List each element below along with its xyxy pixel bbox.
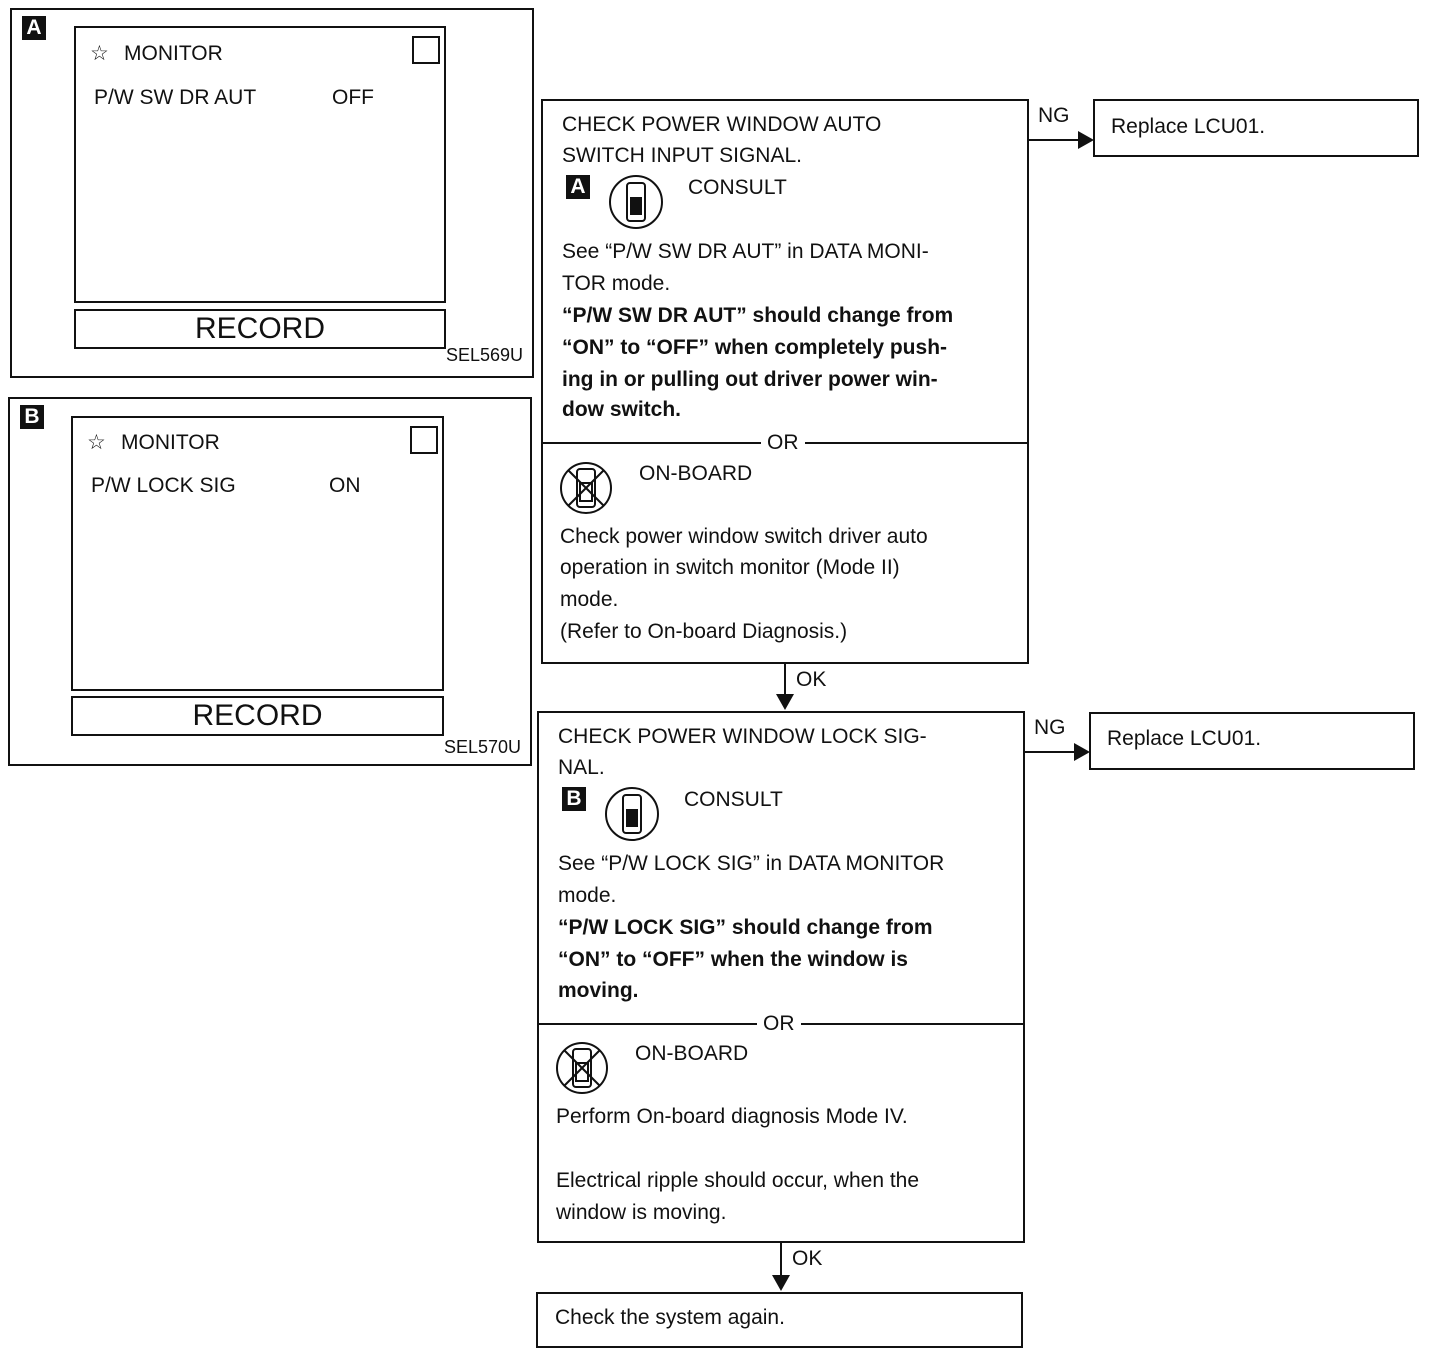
step1-title-line1: CHECK POWER WINDOW AUTO — [562, 113, 882, 136]
screen-a-badge: A — [22, 16, 46, 40]
step2-ng-arrowhead — [1074, 743, 1090, 761]
step1-or-label: OR — [761, 431, 805, 455]
step1-bold-line4: dow switch. — [562, 398, 682, 421]
step1-bold-line1: “P/W SW DR AUT” should change from — [562, 304, 954, 327]
star-icon: ☆ — [90, 42, 109, 65]
step1-check-line4: (Refer to On-board Diagnosis.) — [560, 620, 848, 643]
screen-a-item-value: OFF — [332, 86, 374, 109]
step1-ng-result: Replace LCU01. — [1111, 115, 1266, 138]
no-tester-icon — [555, 1041, 609, 1095]
step2-bold-line2: “ON” to “OFF” when the window is — [558, 948, 908, 971]
step2-ok-arrow — [780, 1243, 782, 1277]
step2-ripple-line2: window is moving. — [556, 1201, 727, 1224]
step1-ng-label: NG — [1038, 104, 1070, 127]
screen-b-item-value: ON — [329, 474, 361, 497]
final-text: Check the system again. — [555, 1306, 785, 1329]
consult-screen-a — [10, 8, 534, 378]
step1-ok-arrow — [784, 664, 786, 698]
step1-check-line3: mode. — [560, 588, 619, 611]
step1-ok-arrowhead — [776, 694, 794, 710]
final-box — [536, 1292, 1023, 1348]
screen-b-record-button[interactable]: RECORD — [71, 696, 444, 736]
step2-ripple-line1: Electrical ripple should occur, when the — [556, 1169, 920, 1192]
step2-ng-result-box — [1089, 712, 1415, 770]
step2-ng-arrow — [1025, 751, 1077, 753]
step2-ok-label: OK — [792, 1247, 823, 1270]
no-tester-icon — [559, 461, 613, 515]
step1-bold-line3: ing in or pulling out driver power win- — [562, 368, 938, 391]
step2-onboard-label: ON-BOARD — [635, 1042, 749, 1065]
star-icon: ☆ — [87, 431, 106, 454]
step1-ng-arrowhead — [1078, 131, 1094, 149]
step1-title-line2: SWITCH INPUT SIGNAL. — [562, 144, 802, 167]
step1-ok-label: OK — [796, 668, 827, 691]
step2-consult-label: CONSULT — [684, 788, 783, 811]
screen-a-record-button[interactable]: RECORD — [74, 309, 446, 349]
screen-b-item-label: P/W LOCK SIG — [91, 474, 236, 497]
step2-ng-label: NG — [1034, 716, 1066, 739]
step2-ng-result: Replace LCU01. — [1107, 727, 1262, 750]
checkbox-icon — [410, 426, 438, 454]
step2-title-line2: NAL. — [558, 756, 605, 779]
step1-ng-arrow — [1029, 139, 1081, 141]
step2-title-line1: CHECK POWER WINDOW LOCK SIG- — [558, 725, 927, 748]
step2-bold-line1: “P/W LOCK SIG” should change from — [558, 916, 933, 939]
screen-a-header: MONITOR — [124, 42, 223, 65]
step2-bold-line3: moving. — [558, 979, 639, 1002]
screen-a-display — [74, 26, 446, 303]
consult-tester-icon — [605, 785, 659, 843]
screen-a-code: SEL569U — [446, 345, 524, 365]
step2-badge: B — [562, 787, 586, 811]
step2-perform: Perform On-board diagnosis Mode IV. — [556, 1105, 908, 1128]
step2-box — [537, 711, 1025, 1243]
screen-b-code: SEL570U — [444, 737, 522, 757]
screen-b-badge: B — [20, 405, 44, 429]
step1-see-line2: TOR mode. — [562, 272, 671, 295]
step2-or-label: OR — [757, 1012, 801, 1036]
consult-tester-icon — [609, 173, 663, 231]
screen-b-header: MONITOR — [121, 431, 220, 454]
step2-ok-arrowhead — [772, 1275, 790, 1291]
step1-check-line1: Check power window switch driver auto — [560, 525, 928, 548]
checkbox-icon — [412, 36, 440, 64]
step2-see-line2: mode. — [558, 884, 617, 907]
step1-box — [541, 99, 1029, 664]
screen-a-item-label: P/W SW DR AUT — [94, 86, 257, 109]
step1-ng-result-box — [1093, 99, 1419, 157]
step2-see-line1: See “P/W LOCK SIG” in DATA MONITOR — [558, 852, 945, 875]
step1-onboard-label: ON-BOARD — [639, 462, 753, 485]
screen-b-display — [71, 416, 444, 691]
step1-check-line2: operation in switch monitor (Mode II) — [560, 556, 900, 579]
step1-badge: A — [566, 175, 590, 199]
step1-consult-label: CONSULT — [688, 176, 787, 199]
step1-see-line1: See “P/W SW DR AUT” in DATA MONI- — [562, 240, 929, 263]
step1-bold-line2: “ON” to “OFF” when completely push- — [562, 336, 948, 359]
consult-screen-b — [8, 397, 532, 766]
